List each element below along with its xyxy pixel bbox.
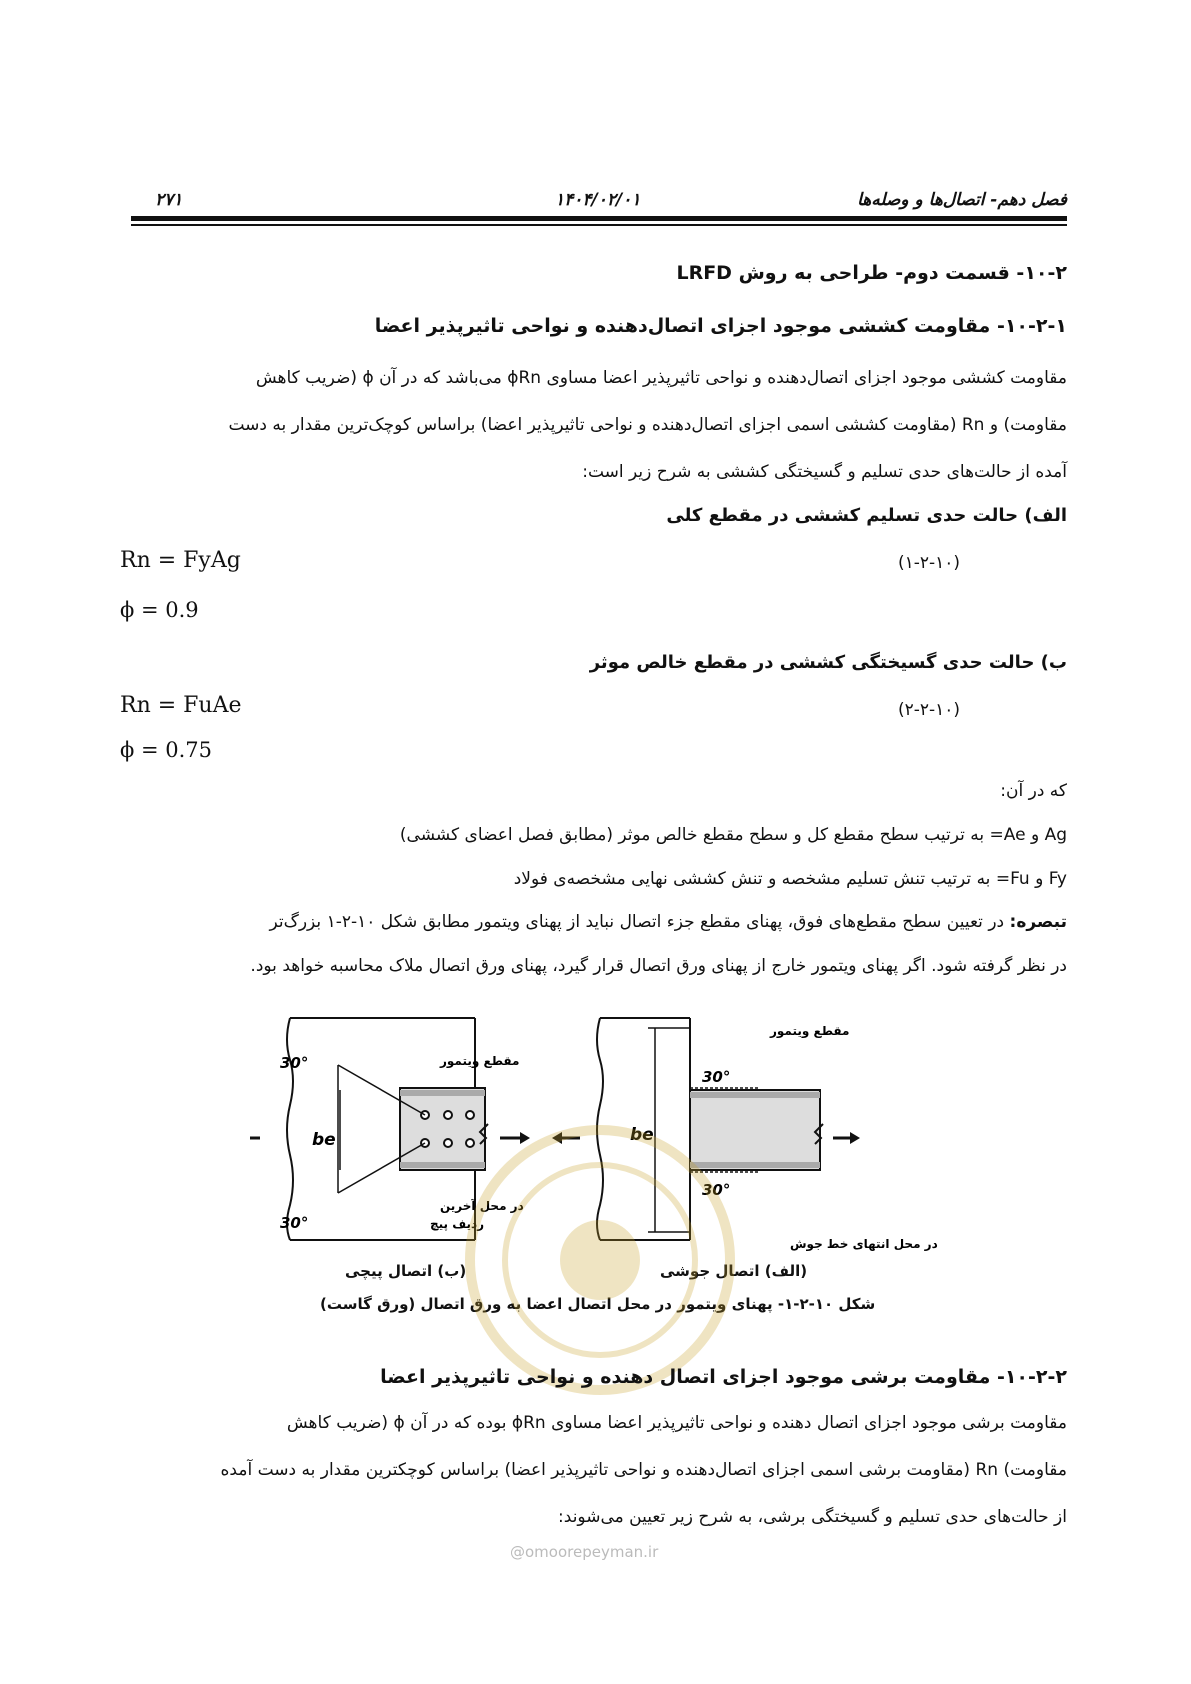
text-line: آمده از حالت‌های حدی تسلیم و گسیختگی کششی به شرح زیر است: [582,462,1067,482]
text-line: مقاومت برشی موجود اجزای اتصال دهنده و نواحی تاثیرپذیر اعضا مساوی ϕRn بوده که در آن ϕ (ضریب کاهش [286,1413,1067,1433]
phi-value-1: ϕ = 0.9 [120,598,199,622]
last-bolt-label-1: در محل آخرین [440,1199,524,1213]
chapter-title: فصل دهم- اتصال‌ها و وصله‌ها [857,190,1067,210]
text-line: مقاومت) و Rn (مقاومت کششی اسمی اجزای اتصال‌دهنده و نواحی تاثیرپذیر اعضا) براساس کوچک‌ترین مقدار به دست [228,415,1067,435]
note-text-2: در نظر گرفته شود. اگر پهنای ویتمور خارج از پهنای ورق اتصال قرار گیرد، پهنای ورق اتصال ملاک محاسبه خواهد بود. [250,956,1067,976]
equation-1: Rn = FyAg [120,548,241,573]
be-label: be [630,1125,654,1145]
header-date: ۱۴۰۴/۰۲/۰۱ [555,190,641,210]
definition-stress: Fy و Fu= به ترتیب تنش تسلیم مشخصه و تنش کششی نهایی مشخصه‌ی فولاد [513,869,1067,889]
angle-label: 30° [280,1054,309,1072]
paragraph-shear [129,1400,1067,1541]
whitmore-label: مقطع ویتمور [770,1024,850,1038]
case-b-heading: ب) حالت حدی گسیختگی کششی در مقطع خالص موثر [589,652,1067,673]
case-a-heading: الف) حالت حدی تسلیم کششی در مقطع کلی [666,505,1067,526]
section-title: ۱۰-۲- قسمت دوم- طراحی به روش LRFD [676,262,1067,284]
definition-area: Ag و Ae= به ترتیب سطح مقطع کل و سطح مقطع خالص موثر (مطابق فصل اعضای کششی) [399,825,1067,845]
equation-2: Rn = FuAe [120,693,242,718]
angle-label: 30° [702,1068,731,1086]
text-line: مقاومت کششی موجود اجزای اتصال‌دهنده و نواحی تاثیرپذیر اعضا مساوی ϕRn می‌باشد که در آن ϕ (ضریب کاهش [255,368,1067,388]
note-text: در تعیین سطح مقطع‌های فوق، پهنای مقطع جزء اتصال نباید از پهنای ویتمور مطابق شکل ۱۰-۲-۱ بزرگ‌تر [269,912,1010,932]
caption-welded: (الف) اتصال جوشی [660,1262,808,1280]
angle-label: 30° [702,1181,731,1199]
paragraph-tension [129,355,1067,496]
angle-label: 30° [280,1214,309,1232]
equation-2-number: (۲-۲-۱۰) [898,700,961,720]
last-bolt-label-2: ردیف پیچ [430,1217,485,1231]
subsection-title-1: ۱۰-۲-۱- مقاومت کششی موجود اجزای اتصال‌دهنده و نواحی تاثیرپذیر اعضا [374,315,1067,337]
figure-caption: شکل ۱۰-۲-۱- پهنای ویتمور در محل اتصال اعضا به ورق اتصال (ورق گاست) [320,1295,876,1313]
header-rule-thin [131,224,1067,226]
text-line: مقاومت) Rn (مقاومت برشی اسمی اجزای اتصال‌دهنده و نواحی تاثیرپذیر اعضا) براساس کوچکترین مقدار به دست آمده [220,1460,1067,1480]
note-label: تبصره: [1009,912,1067,932]
text-line: از حالت‌های حدی تسلیم و گسیختگی برشی، به شرح زیر تعیین می‌شوند: [558,1507,1067,1527]
caption-bolted: (ب) اتصال پیچی [345,1262,467,1280]
note-paragraph [129,900,1067,988]
where-label: که در آن: [1000,781,1067,801]
site-watermark: @omoorepeyman.ir [510,1543,659,1561]
page-number: ۲۷۱ [155,190,183,210]
phi-value-2: ϕ = 0.75 [120,738,213,762]
equation-1-number: (۱-۲-۱۰) [898,553,961,573]
whitmore-label: مقطع ویتمور [440,1054,520,1068]
weld-end-label: در محل انتهای خط جوش [790,1237,938,1251]
header-rule [131,216,1067,221]
be-label: be [312,1130,336,1150]
subsection-title-2: ۱۰-۲-۲- مقاومت برشی موجود اجزای اتصال دهنده و نواحی تاثیرپذیر اعضا [380,1366,1067,1388]
